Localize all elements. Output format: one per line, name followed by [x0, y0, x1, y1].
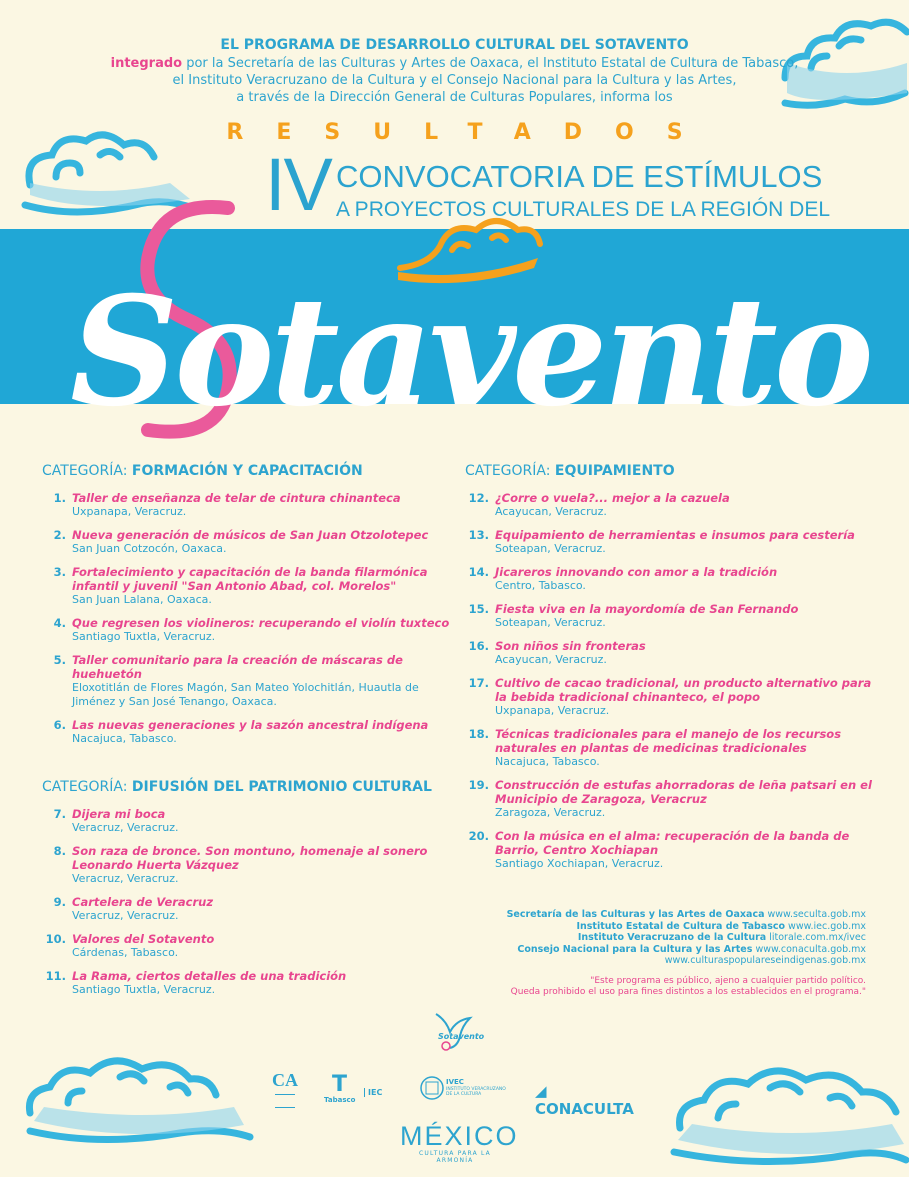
- dgcp-logo: CA: [268, 1070, 302, 1116]
- category-heading: CATEGORÍA: FORMACIÓN Y CAPACITACIÓN: [42, 463, 363, 479]
- program-title: EL PROGRAMA DE DESARROLLO CULTURAL DEL SOTAVENTO: [220, 37, 689, 53]
- list-item: 12. ¿Corre o vuela?... mejor a la cazuela Acayucan, Veracruz.: [468, 491, 730, 518]
- contact-url[interactable]: litorale.com.mx/ivec: [769, 932, 866, 943]
- category-heading: CATEGORÍA: DIFUSIÓN DEL PATRIMONIO CULTURAL: [42, 779, 432, 795]
- convocatoria-title: CONVOCATORIA DE ESTÍMULOS: [336, 159, 823, 194]
- list-item: 6. Las nuevas generaciones y la sazón ancestral indígena Nacajuca, Tabasco.: [53, 718, 429, 745]
- left-column: [42, 462, 462, 1006]
- category-heading: CATEGORÍA: EQUIPAMIENTO: [465, 463, 675, 479]
- list-item: 20. Con la música en el alma: recuperación de la banda de Barrio, Centro Xochiapan Santiago Xochiapan, Veracruz.: [468, 829, 850, 870]
- sotavento-wordmark: [0, 168, 909, 468]
- header-line-1: [0, 55, 909, 72]
- cloud-bottom-right-icon: [660, 1048, 909, 1177]
- roman-numeral: IV: [265, 143, 331, 226]
- ivec-logo: IVEC INSTITUTO VERACRUZANO DE LA CULTURA: [420, 1076, 506, 1104]
- contact-line: Consejo Nacional para la Cultura y las Artes www.conaculta.gob.mx: [517, 943, 866, 955]
- list-item: 18. Técnicas tradicionales para el manejo de los recursos naturales en plantas de medicinas tradicionales Nacajuca, Tabasco.: [468, 727, 842, 768]
- list-item: 2. Nueva generación de músicos de San Juan Otzolotepec San Juan Cotzocón, Oaxaca.: [53, 528, 429, 555]
- mexico-logo: MÉXICO CULTURA PARA LA ARMONÍA: [400, 1121, 519, 1164]
- list-item: 1. Taller de enseñanza de telar de cintura chinanteca Uxpanapa, Veracruz.: [53, 491, 401, 518]
- contact-url[interactable]: www.iec.gob.mx: [788, 920, 866, 932]
- contact-url[interactable]: www.culturaspopulareseindigenas.gob.mx: [664, 955, 866, 966]
- contact-line: [507, 955, 866, 967]
- list-item: 5. Taller comunitario para la creación de máscaras de huehuetón Eloxotitlán de Flores Magón, San Mateo Yolochitlán, Huautla de Jiménez y San José Tenango, Oaxaca.: [53, 653, 419, 708]
- header-line-2: el Instituto Veracruzano de la Cultura y el Consejo Nacional para la Cultura y las Artes,: [172, 73, 737, 88]
- conaculta-logo: ◢ CONACULTA: [535, 1082, 634, 1118]
- sotavento-bird-icon: [424, 1006, 484, 1056]
- list-item: 17. Cultivo de cacao tradicional, un producto alternativo para la bebida tradicional chinanteco, el popo Uxpanapa, Veracruz.: [468, 676, 872, 717]
- list-item: 13. Equipamiento de herramientas e insumos para cestería Soteapan, Veracruz.: [468, 528, 855, 555]
- header-line-3: a través de la Dirección General de Culturas Populares, informa los: [236, 90, 673, 105]
- conaculta-mark-icon: ◢: [535, 1082, 547, 1100]
- contact-line: Instituto Estatal de Cultura de Tabasco www.iec.gob.mx: [576, 920, 866, 932]
- contact-url[interactable]: www.conaculta.gob.mx: [755, 943, 866, 955]
- list-item: 9. Cartelera de Veracruz Veracruz, Veracruz.: [53, 895, 214, 922]
- list-item: 19. Construcción de estufas ahorradoras de leña patsari en el Municipio de Zaragoza, Veracruz Zaragoza, Veracruz.: [468, 778, 872, 819]
- convocatoria-subtitle: A PROYECTOS CULTURALES DE LA REGIÓN DEL: [336, 198, 831, 221]
- right-column: [465, 462, 885, 880]
- list-item: 8. Son raza de bronce. Son montuno, homenaje al sonero Leonardo Huerta Vázquez Veracruz, Veracruz.: [53, 844, 428, 885]
- cloud-bottom-left-icon: [20, 1043, 260, 1153]
- contacts-block: [507, 909, 866, 967]
- tabasco-logo: T Tabasco IEC: [324, 1072, 383, 1104]
- orange-cloud-icon: [400, 221, 540, 268]
- list-item: 15. Fiesta viva en la mayordomía de San Fernando Soteapan, Veracruz.: [468, 602, 799, 629]
- list-item: 7. Dijera mi boca Veracruz, Veracruz.: [53, 807, 179, 834]
- list-item: 10. Valores del Sotavento Cárdenas, Tabasco.: [45, 932, 215, 959]
- sotavento-logo: Sotavento: [424, 1006, 484, 1056]
- ivec-seal-icon: [420, 1076, 444, 1100]
- contact-line: Instituto Veracruzano de la Cultura litorale.com.mx/ivec: [577, 932, 866, 943]
- list-item: 11. La Rama, ciertos detalles de una tradición Santiago Tuxtla, Veracruz.: [45, 969, 347, 996]
- category-name: FORMACIÓN Y CAPACITACIÓN: [131, 463, 363, 479]
- contact-line: Secretaría de las Culturas y las Artes de Oaxaca www.seculta.gob.mx: [506, 909, 866, 920]
- header-line-1-rest: por la Secretaría de las Culturas y Artes de Oaxaca, el Instituto Estatal de Cultura de Tabasco,: [182, 56, 799, 71]
- list-item: 14. Jicareros innovando con amor a la tradición Centro, Tabasco.: [468, 565, 778, 592]
- tabasco-t-icon: T: [332, 1072, 348, 1097]
- disclaimer: "Este programa es público, ajeno a cualquier partido político. Queda prohibido el uso para fines distintos a los establecidos en el programa.": [510, 976, 866, 997]
- list-item: 4. Que regresen los violineros: recuperando el violín tuxteco Santiago Tuxtla, Veracruz.: [53, 616, 450, 643]
- category-name: DIFUSIÓN DEL PATRIMONIO CULTURAL: [131, 779, 432, 795]
- contact-url[interactable]: www.seculta.gob.mx: [767, 909, 866, 920]
- header-integrado: integrado: [110, 56, 183, 71]
- list-item: 16. Son niños sin fronteras Acayucan, Veracruz.: [468, 639, 646, 666]
- category-name: EQUIPAMIENTO: [554, 463, 675, 479]
- sotavento-word: Sotavento: [70, 264, 870, 440]
- list-item: 3. Fortalecimiento y capacitación de la banda filarmónica infantil y juvenil "San Antonio Abad, col. Morelos" San Juan Lalana, Oaxaca.: [53, 565, 428, 606]
- resultados-heading: RESULTADOS: [226, 120, 716, 145]
